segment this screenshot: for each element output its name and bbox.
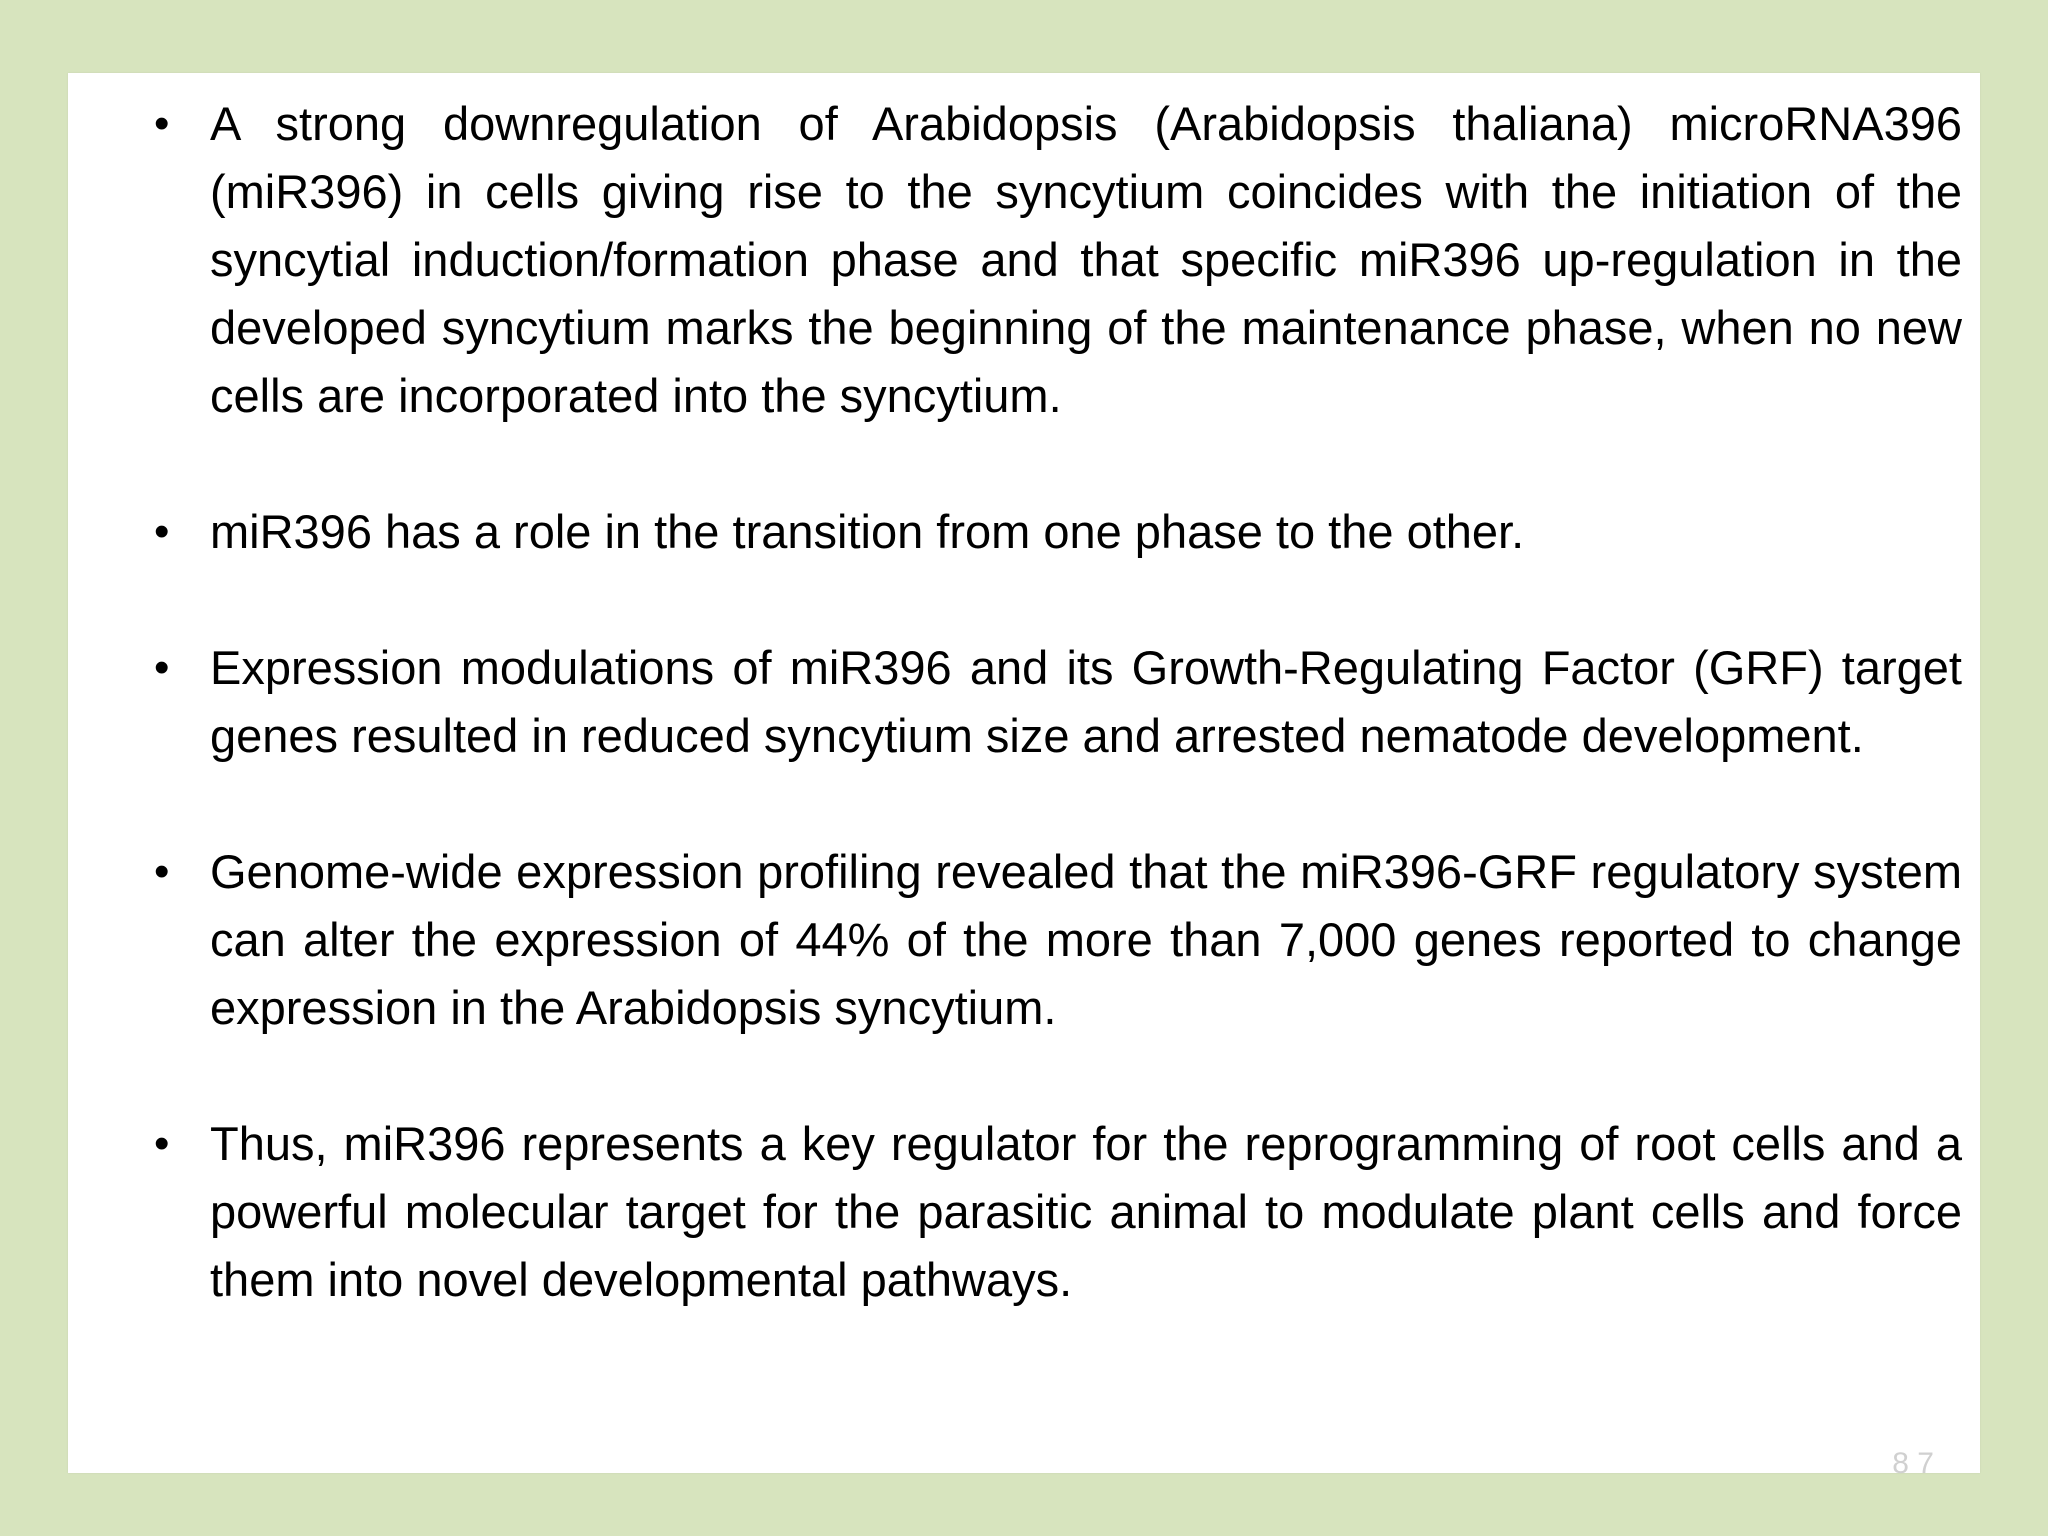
bullet-list <box>142 90 1962 1382</box>
bullet-item <box>142 498 1962 566</box>
slide-content-panel <box>68 73 1980 1480</box>
bullet-item <box>142 1110 1962 1314</box>
bullet-item <box>142 90 1962 430</box>
bullet-text: miR396 has a role in the transition from one phase to the other. <box>210 505 1525 558</box>
page-number: 8 7 <box>1892 1447 1934 1480</box>
bullet-icon: • <box>154 643 170 692</box>
bullet-text: Genome-wide expression profiling revealed that the miR396-GRF regulatory system can alter the expression of 44% of the more than 7,000 genes reported to change expression in the Arabidopsis syncytium. <box>210 845 1962 1034</box>
bullet-text: A strong downregulation of Arabidopsis (Arabidopsis thaliana) microRNA396 (miR396) in cells giving rise to the syncytium coincides with the initiation of the syncytial induction/formation phase and that specific miR396 up-regulation in the developed syncytium marks the beginning of the maintenance phase, when no new cells are incorporated into the syncytium. <box>210 97 1962 422</box>
bullet-icon: • <box>154 1119 170 1168</box>
bullet-icon: • <box>154 847 170 896</box>
bullet-icon: • <box>154 507 170 556</box>
bullet-item <box>142 838 1962 1042</box>
bullet-item <box>142 634 1962 770</box>
bullet-icon: • <box>154 99 170 148</box>
bullet-text: Thus, miR396 represents a key regulator for the reprogramming of root cells and a powerful molecular target for the parasitic animal to modulate plant cells and force them into novel developmental pathways. <box>210 1117 1962 1306</box>
bullet-text: Expression modulations of miR396 and its Growth-Regulating Factor (GRF) target genes resulted in reduced syncytium size and arrested nematode development. <box>210 641 1962 762</box>
